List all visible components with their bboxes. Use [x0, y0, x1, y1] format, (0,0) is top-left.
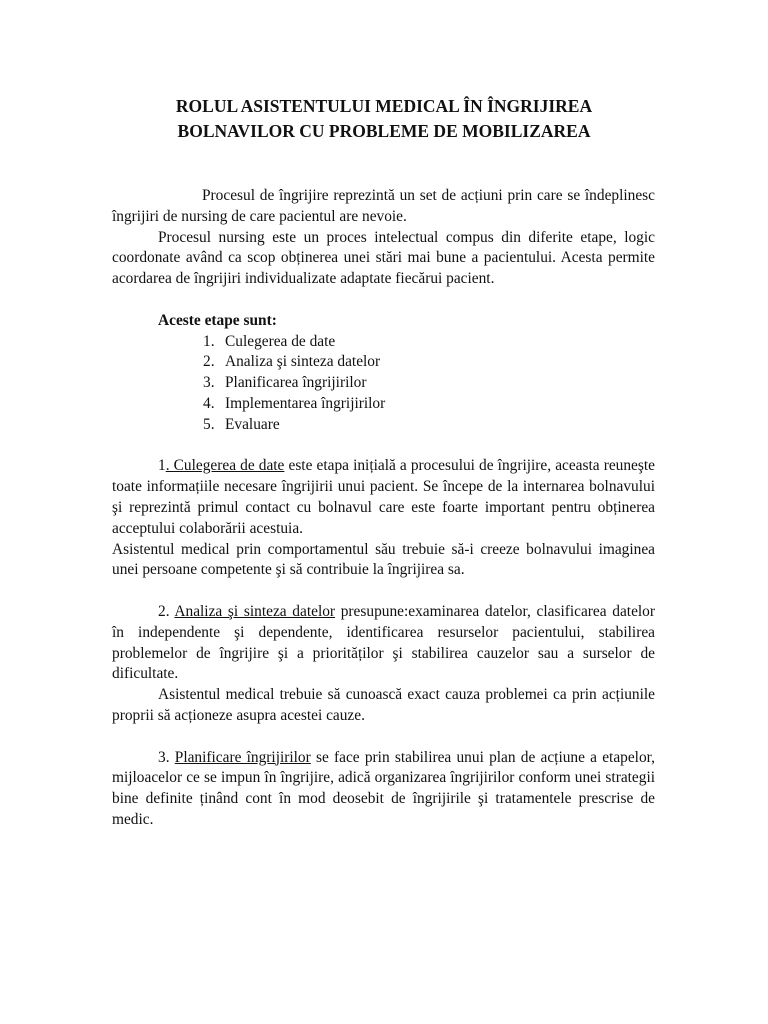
intro-paragraph-1: Procesul de îngrijire reprezintă un set de acțiuni prin care se îndeplinesc îngrijiri de nursing de care pacientul are nevoie.: [112, 187, 655, 225]
list-item: 3. Planificarea îngrijirilor: [203, 374, 367, 392]
section-3-term: Planificare îngrijirilor: [174, 748, 311, 766]
list-item: 2. Analiza şi sinteza datelor: [203, 353, 381, 371]
list-item: 4. Implementarea îngrijirilor: [203, 394, 386, 412]
intro-paragraph-2: Procesul nursing este un proces intelectual compus din diferite etape, logic coordonate având ca scop obținerea unei stări mai bune a pacientului. Acesta permite acordarea de îngrijiri individualizate adaptate fiecărui pacient.: [112, 228, 655, 288]
title-line-2: BOLNAVILOR CU PROBLEME DE MOBILIZAREA: [177, 121, 591, 141]
section-1-paragraph: 1. Culegerea de date este etapa inițială a procesului de îngrijire, aceasta reuneşte toate informațiile necesare îngrijirii unui pacient. Se începe de la internarea bolnavului şi reprezintă primul contact cu bolnavul care este foarte important pentru obținerea acceptului colaborării acestuia.: [112, 457, 655, 537]
section-1-extra: Asistentul medical prin comportamentul său trebuie să-i creeze bolnavului imaginea unei persoane competente şi să contribuie la îngrijirea sa.: [112, 540, 655, 579]
section-2-paragraph: 2. Analiza şi sinteza datelor presupune:examinarea datelor, clasificarea datelor în independente şi dependente, identificarea resurselor pacientului, stabilirea problemelor de îngrijire şi a priorităților şi stabilirea cauzelor sau a surselor de dificultate.: [112, 602, 655, 683]
document-body: [112, 186, 655, 831]
section-2-term: Analiza şi sinteza datelor: [174, 602, 336, 620]
title-line-1: ROLUL ASISTENTULUI MEDICAL ÎN ÎNGRIJIREA: [175, 96, 593, 116]
section-2-extra: Asistentul medical trebuie să cunoască exact cauza problemei ca prin acțiunile proprii să acționeze asupra acestei cauze.: [112, 686, 655, 724]
document-title: [110, 94, 658, 144]
stages-heading: Aceste etape sunt:: [158, 311, 277, 329]
list-item: 1. Culegerea de date: [203, 332, 336, 350]
section-1-term: . Culegerea de date: [165, 457, 285, 475]
stages-list: [112, 332, 655, 436]
section-3-paragraph: 3. Planificare îngrijirilor se face prin stabilirea unui plan de acțiune a etapelor, mijloacelor ce se impun în îngrijire, adică organizarea îngrijirilor conform unei strategii bine definite ținând cont în mod deosebit de îngrijirile şi tratamentele prescrise de medic.: [112, 748, 656, 828]
list-item: 5. Evaluare: [203, 415, 280, 433]
